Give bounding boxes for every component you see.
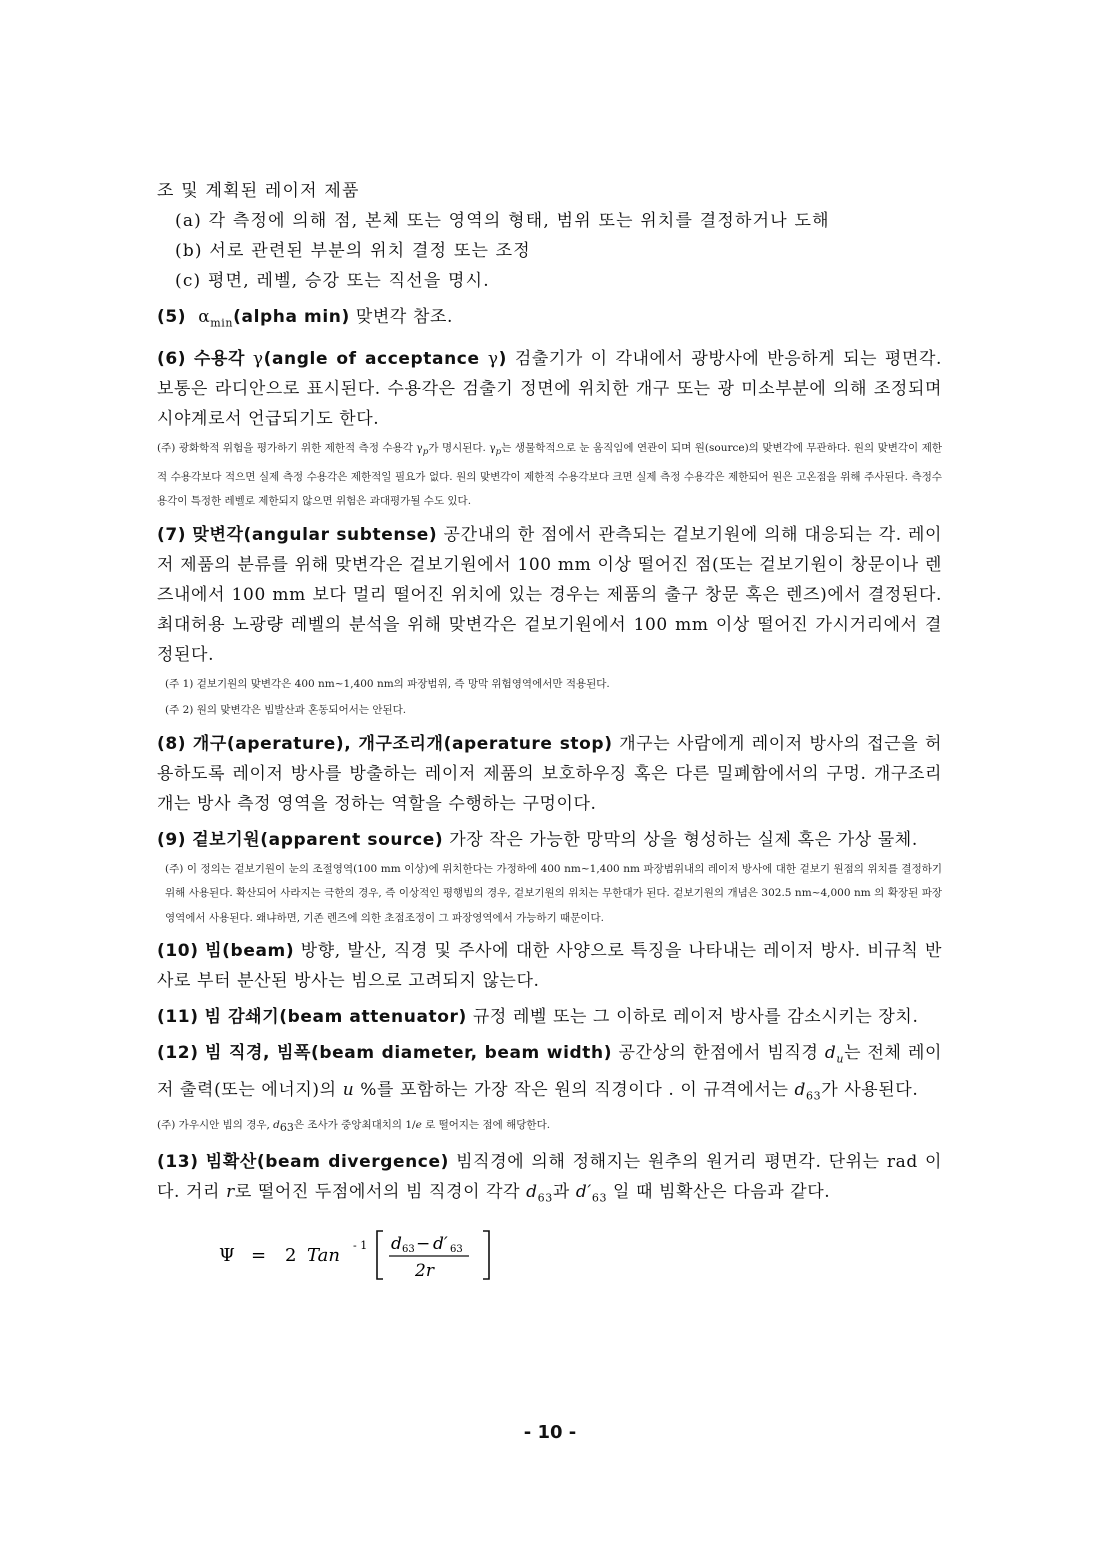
entry-13 bbox=[157, 1147, 942, 1213]
entry-11 bbox=[157, 1002, 942, 1032]
note-d63-subscript: 63 bbox=[279, 1121, 294, 1135]
entry-12-note-c: 1/ bbox=[405, 1119, 416, 1132]
entry-12-text-2: 는 전체 레이저 출력(또는 에너지)의 bbox=[157, 1043, 942, 1100]
entry-8-term: 개구(aperature), 개구조리개(aperature stop) bbox=[192, 733, 613, 754]
entry-13-term: 빔확산(beam divergence) bbox=[205, 1151, 449, 1172]
entry-13-number: (13) bbox=[157, 1151, 199, 1172]
entry-11-text: 규정 레벨 또는 그 이하로 레이저 방사를 감소시키는 장치. bbox=[466, 1007, 919, 1028]
entry-5-text: 맞변각 참조. bbox=[349, 307, 453, 327]
entry-7-number: (7) bbox=[157, 524, 187, 545]
numerator-minus: − bbox=[416, 1234, 431, 1255]
entry-5-number: (5) bbox=[157, 307, 187, 327]
beam-divergence-formula bbox=[215, 1227, 942, 1282]
entry-12-term: 빔 직경, 빔폭(beam diameter, beam width) bbox=[205, 1043, 613, 1064]
numerator-d: d bbox=[391, 1234, 402, 1255]
entry-5 bbox=[157, 302, 942, 338]
entry-6-term-ko: 수용각 bbox=[193, 349, 246, 370]
entry-6-note-a: (주) 광화학적 위험을 평가하기 위한 제한적 측정 수용각 bbox=[157, 442, 417, 455]
entry-7-note-1: (주 1) 겉보기원의 맞변각은 400 nm~1,400 nm의 파장범위, 즉 망막 위험영역에서만 적용된다. bbox=[165, 677, 610, 690]
entry-7 bbox=[157, 520, 942, 670]
tan-function: Tan bbox=[307, 1245, 340, 1267]
gamma-symbol-2: γ bbox=[487, 349, 499, 370]
entry-7-text: 공간내의 한 점에서 관측되는 겉보기원에 의해 대응되는 각. 레이저 제품의 분류를 위해 맞변각은 겉보기원에서 100 mm 이상 떨어진 점(또는 겉보기원이 창문이나 렌즈내에서 100 mm 보다 멀리 떨어진 위치에 있는 경우는 제품의 출구 창문 혹은 렌즈)에서 결정된다. 최대허용 노광량 레벨의 분석을 위해 맞변각은 겉보기원에서 100 mm 이상 떨어진 가시거리에서 결정된다. bbox=[157, 524, 943, 665]
entry-5-term: (alpha min) bbox=[233, 307, 350, 327]
alpha-subscript: min bbox=[210, 316, 234, 330]
sub-item-a: (a) 각 측정에 의해 점, 본체 또는 영역의 형태, 범위 또는 위치를 결정하거나 도해 bbox=[175, 211, 830, 231]
left-bracket bbox=[377, 1231, 383, 1279]
gamma-symbol: γ bbox=[252, 349, 264, 370]
document-body bbox=[157, 176, 943, 1282]
entry-12-note bbox=[157, 1113, 942, 1141]
entry-11-term: 빔 감쇄기(beam attenuator) bbox=[204, 1007, 467, 1028]
entry-9-number: (9) bbox=[157, 829, 187, 850]
entry-6-note bbox=[157, 436, 942, 514]
note-d63-symbol: d bbox=[273, 1119, 280, 1132]
r-symbol: r bbox=[226, 1181, 235, 1202]
two-coefficient: 2 bbox=[285, 1245, 297, 1267]
numerator-d-subscript: 63 bbox=[402, 1244, 415, 1256]
numerator-d-prime: d′ bbox=[433, 1234, 448, 1255]
entry-12-text-4: 가 사용된다. bbox=[821, 1079, 919, 1100]
entry-13-text-3: 과 bbox=[552, 1181, 576, 1202]
entry-12-note-a: (주) 가우시안 빔의 경우, bbox=[157, 1119, 274, 1132]
entry-12-note-b: 은 조사가 중앙최대치의 bbox=[293, 1119, 406, 1132]
entry-10-number: (10) bbox=[157, 941, 199, 962]
entry-6-text: 검출기가 이 각내에서 광방사에 반응하게 되는 평면각. 보통은 라디안으로 표시된다. 수용각은 검출기 정면에 위치한 개구 또는 광 미소부분에 의해 조정되며 시야계로서 언급되기도 한다. bbox=[157, 349, 943, 430]
page-number: - 10 - bbox=[523, 1422, 577, 1443]
equals-sign: = bbox=[251, 1245, 267, 1267]
entry-10-text: 방향, 발산, 직경 및 주사에 대한 사양으로 특징을 나타내는 레이저 방사. 비규칙 반사로 부터 분산된 방사는 빔으로 고려되지 않는다. bbox=[157, 941, 942, 992]
entry-13-text-2: 로 떨어진 두점에서의 빔 직경이 각각 bbox=[234, 1181, 527, 1202]
entry-12-text-1: 공간상의 한점에서 빔직경 bbox=[612, 1043, 825, 1064]
formula-svg bbox=[215, 1227, 615, 1283]
d63-subscript-a: 63 bbox=[537, 1191, 553, 1205]
entry-6-note-c: 는 생물학적으로 눈 움직임에 연관이 되며 원(source)의 맞변각에 무관하다. 원의 맞변각이 제한적 수용각보다 적으면 실제 측정 수용각은 제한적일 필요가 없다. 원의 맞변각이 제한적 수용각보다 크면 실제 측정 수용각은 제한되어 원은 고온점을 위해 주사된다. 측정수용각이 특정한 레벨로 제한되지 않으면 위험은 과대평가될 수도 있다. bbox=[157, 442, 942, 508]
denominator: 2r bbox=[415, 1261, 434, 1282]
entry-12 bbox=[157, 1038, 942, 1111]
entry-11-number: (11) bbox=[157, 1007, 199, 1028]
entry-12-text-3: %를 포함하는 가장 작은 원의 직경이다 . 이 규격에서는 bbox=[354, 1079, 795, 1100]
entry-8-number: (8) bbox=[157, 733, 187, 754]
u-symbol: u bbox=[342, 1079, 355, 1100]
sub-item-b: (b) 서로 관련된 부분의 위치 결정 또는 조정 bbox=[175, 241, 531, 261]
entry-6-number: (6) bbox=[157, 349, 187, 370]
entry-8-text: 개구는 사람에게 레이저 방사의 접근을 허용하도록 레이저 방사를 방출하는 레이저 제품의 보호하우징 혹은 다른 밀폐함에서의 구멍. 개구조리개는 방사 측정 영역을 정하는 역할을 수행하는 구멍이다. bbox=[157, 733, 942, 814]
entry-6-term-en: (angle of acceptance bbox=[263, 349, 488, 370]
entry-7-term: 맞변각(angular subtense) bbox=[192, 524, 438, 545]
gamma-p-symbol: γ bbox=[416, 442, 423, 455]
d-prime-63-subscript: 63 bbox=[591, 1191, 608, 1205]
psi-symbol: Ψ bbox=[219, 1245, 235, 1267]
gamma-p-symbol-2: γ bbox=[489, 442, 496, 455]
d63-subscript: 63 bbox=[806, 1089, 822, 1103]
d-u-subscript: u bbox=[836, 1052, 845, 1066]
sub-item-c: (c) 평면, 레벨, 승강 또는 직선을 명시. bbox=[175, 271, 490, 291]
e-symbol: e bbox=[415, 1119, 422, 1132]
tan-exponent: - 1 bbox=[353, 1239, 368, 1253]
entry-12-note-d: 로 떨어지는 점에 해당한다. bbox=[421, 1119, 551, 1132]
alpha-symbol: α bbox=[198, 307, 211, 327]
entry-8 bbox=[157, 729, 942, 819]
entry-6-note-b: 가 명시된다. bbox=[428, 442, 490, 455]
entry-10-term: 빔(beam) bbox=[205, 941, 295, 962]
entry-13-text-4: 일 때 빔확산은 다음과 같다. bbox=[607, 1181, 831, 1202]
entry-10 bbox=[157, 936, 942, 996]
d63-symbol: d bbox=[794, 1079, 806, 1100]
entry-9-term: 겉보기원(apparent source) bbox=[192, 829, 444, 850]
entry-12-number: (12) bbox=[157, 1043, 199, 1064]
entry-6-term-close: ) bbox=[498, 349, 508, 370]
entry-9-text: 가장 작은 가능한 망막의 상을 형성하는 실제 혹은 가상 물체. bbox=[443, 829, 918, 850]
gamma-p-subscript-2: p bbox=[495, 447, 502, 458]
entry-13-text-1: 빔직경에 의해 정해지는 원추의 원거리 평면각. 단위는 rad 이다. 거리 bbox=[157, 1151, 942, 1202]
d-u-symbol: d bbox=[824, 1043, 837, 1064]
d63-symbol-a: d bbox=[526, 1181, 538, 1202]
numerator-d-prime-subscript: 63 bbox=[450, 1244, 463, 1256]
right-bracket bbox=[483, 1231, 489, 1279]
d-prime-63-symbol: d′ bbox=[575, 1181, 592, 1202]
entry-7-note-2: (주 2) 원의 맞변각은 빔발산과 혼동되어서는 안된다. bbox=[165, 704, 407, 717]
intro-line: 조 및 계획된 레이저 제품 bbox=[157, 181, 360, 201]
entry-9-note: (주) 이 정의는 겉보기원이 눈의 조절영역(100 mm 이상)에 위치한다는 가정하에 400 nm~1,400 nm 파장범위내의 레이저 방사에 대한 겉보기 원점의 위치를 결정하기 위해 사용된다. 확산되어 사라지는 극한의 경우, 즉 이상적인 평행빔의 경우, 겉보기원의 위치는 무한대가 된다. 겉보기원의 개념은 302.5 nm~4,000 nm 의 확장된 파장영역에서 사용된다. 왜냐하면, 기존 렌즈에 의한 초점조정이 그 파장영역에서 가능하기 때문이다. bbox=[165, 862, 942, 924]
entry-6 bbox=[157, 344, 942, 434]
entry-9 bbox=[157, 825, 942, 855]
gamma-p-subscript: p bbox=[422, 447, 429, 458]
